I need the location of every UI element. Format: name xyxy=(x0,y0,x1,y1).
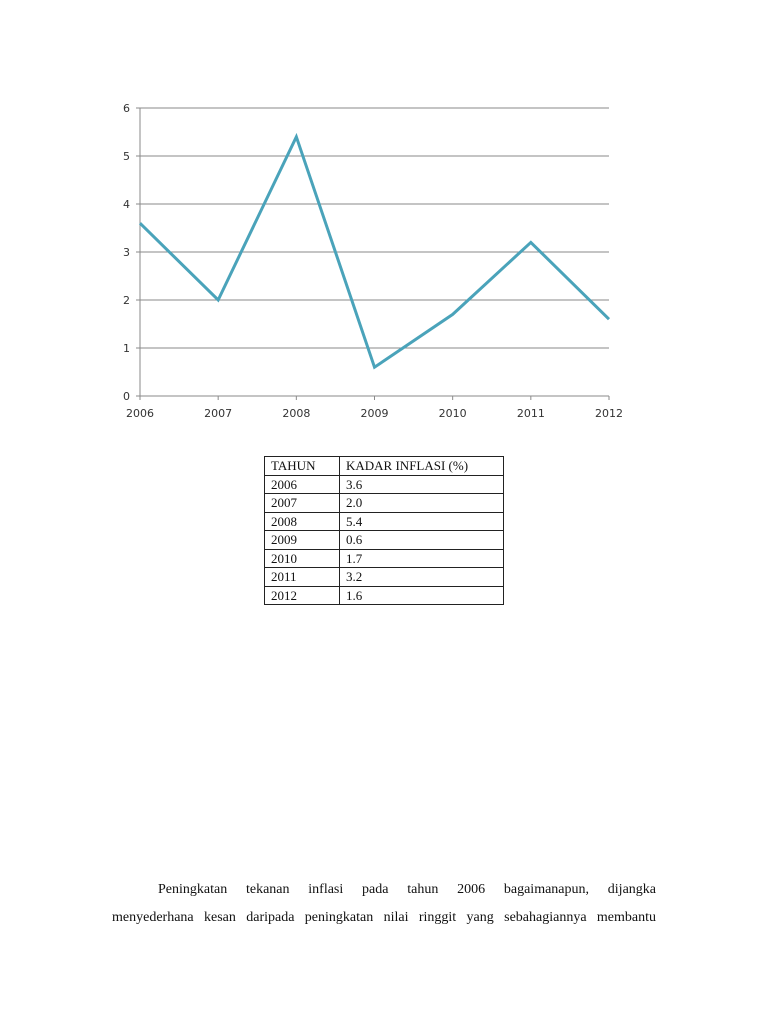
header-year: TAHUN xyxy=(265,457,340,476)
inflation-table xyxy=(264,456,504,605)
y-tick-label: 2 xyxy=(123,294,130,307)
y-tick-label: 5 xyxy=(123,150,130,163)
table-row xyxy=(265,512,504,531)
paragraph-line-1: Peningkatan tekanan inflasi pada tahun 2006 bagaimanapun, dijangka xyxy=(158,882,656,897)
inflation-line-chart xyxy=(0,0,768,440)
y-tick-labels xyxy=(123,102,130,403)
x-tick-label: 2007 xyxy=(204,407,233,420)
axes xyxy=(136,108,609,400)
cell-year: 2009 xyxy=(265,531,340,550)
table-row xyxy=(265,586,504,605)
x-tick-label: 2008 xyxy=(282,407,311,420)
cell-rate: 0.6 xyxy=(340,531,504,550)
table-row xyxy=(265,549,504,568)
cell-year: 2007 xyxy=(265,494,340,513)
cell-year: 2008 xyxy=(265,512,340,531)
header-inflation-rate: KADAR INFLASI (%) xyxy=(340,457,504,476)
cell-year: 2012 xyxy=(265,586,340,605)
gridlines xyxy=(140,108,609,348)
x-tick-label: 2009 xyxy=(360,407,389,420)
y-tick-label: 1 xyxy=(123,342,130,355)
cell-rate: 3.2 xyxy=(340,568,504,587)
y-tick-label: 4 xyxy=(123,198,130,211)
y-tick-label: 0 xyxy=(123,390,130,403)
cell-rate: 2.0 xyxy=(340,494,504,513)
cell-year: 2010 xyxy=(265,549,340,568)
cell-year: 2011 xyxy=(265,568,340,587)
table-row xyxy=(265,531,504,550)
cell-year: 2006 xyxy=(265,475,340,494)
table-header-row xyxy=(265,457,504,476)
x-tick-label: 2006 xyxy=(126,407,154,420)
cell-rate: 3.6 xyxy=(340,475,504,494)
cell-rate: 1.6 xyxy=(340,586,504,605)
cell-rate: 5.4 xyxy=(340,512,504,531)
x-tick-labels xyxy=(126,407,623,420)
cell-rate: 1.7 xyxy=(340,549,504,568)
x-tick-label: 2012 xyxy=(595,407,623,420)
y-tick-label: 6 xyxy=(123,102,130,115)
table-row xyxy=(265,494,504,513)
x-tick-label: 2010 xyxy=(438,407,467,420)
y-tick-label: 3 xyxy=(123,246,130,259)
paragraph-line-2: menyederhana kesan daripada peningkatan nilai ringgit yang sebahagiannya membantu xyxy=(112,910,656,925)
table-row xyxy=(265,475,504,494)
table-row xyxy=(265,568,504,587)
x-tick-label: 2011 xyxy=(516,407,545,420)
